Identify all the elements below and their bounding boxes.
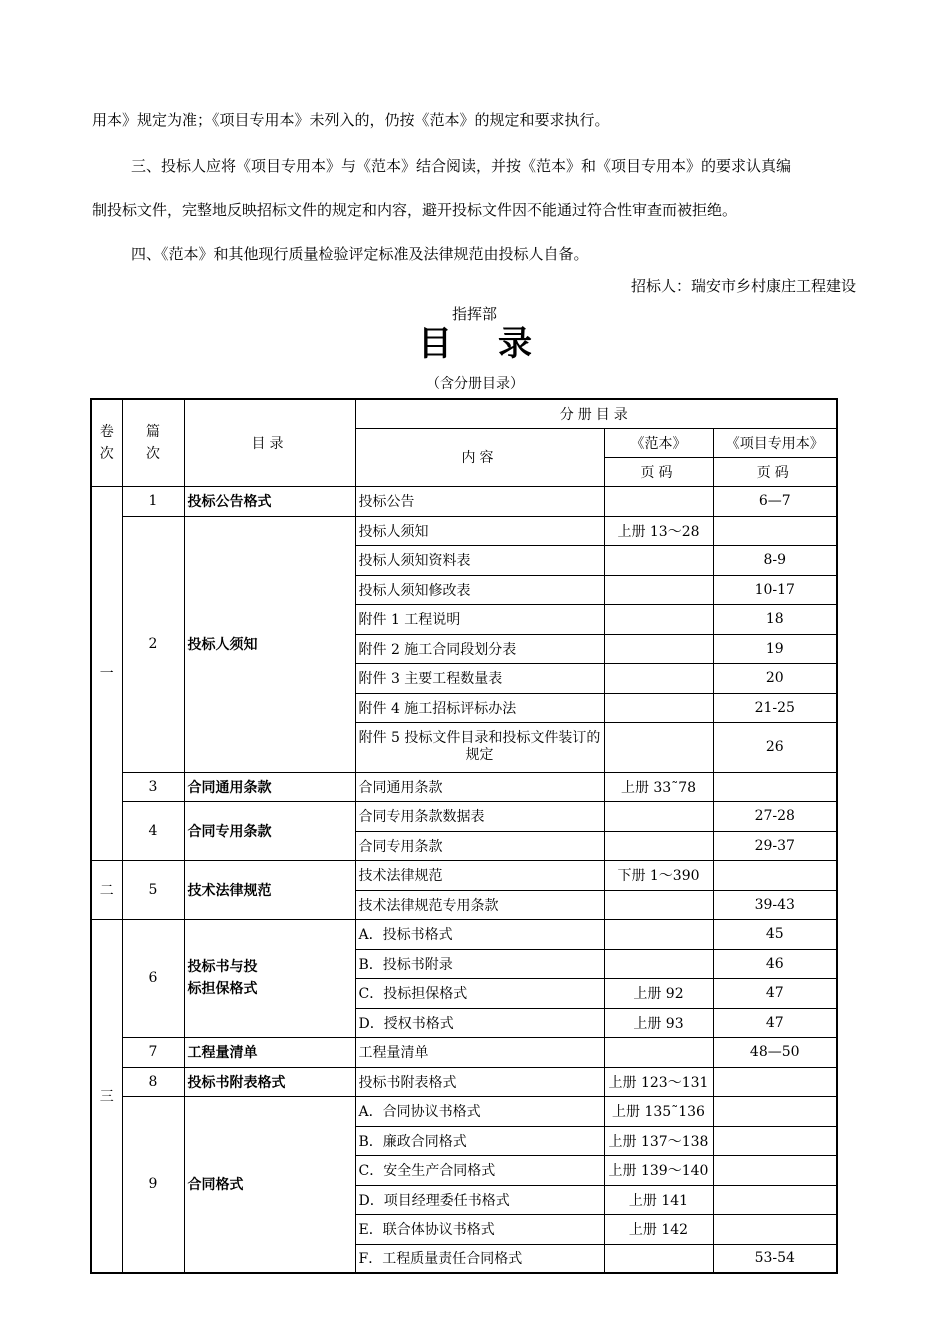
item-name: C．投标担保格式 xyxy=(355,978,604,1008)
fanben-page: 上册 93 xyxy=(604,1008,713,1037)
item-name: 附件 1 工程说明 xyxy=(355,604,604,634)
header-page: 页码 xyxy=(713,457,837,486)
chapter-title: 工程量清单 xyxy=(184,1037,355,1067)
item-name: 附件 4 施工招标评标办法 xyxy=(355,693,604,722)
signature-line: 招标人：瑞安市乡村康庄工程建设 xyxy=(630,277,856,295)
header-item: 内容 xyxy=(355,428,604,486)
chapter-title: 投标书与投标担保格式 xyxy=(184,919,355,1037)
chapter-number: 5 xyxy=(122,860,184,919)
fanben-page: 上册 135˜136 xyxy=(604,1096,713,1126)
signature-line-continued: 指挥部 xyxy=(452,305,498,323)
item-name: 技术法律规范专用条款 xyxy=(355,890,604,919)
chapter-title: 合同通用条款 xyxy=(184,772,355,801)
item-name: 工程量清单 xyxy=(355,1037,604,1067)
project-page: 21-25 xyxy=(713,693,837,722)
project-page xyxy=(713,1155,837,1185)
fanben-page xyxy=(604,831,713,860)
fanben-page: 上册 139～140 xyxy=(604,1155,713,1185)
contents-table xyxy=(90,398,838,1274)
item-name: 投标人须知修改表 xyxy=(355,575,604,604)
header-contents: 目录 xyxy=(184,399,355,486)
item-name: 合同专用条款数据表 xyxy=(355,801,604,831)
project-page: 48—50 xyxy=(713,1037,837,1067)
fanben-page: 上册 137～138 xyxy=(604,1126,713,1155)
project-page: 8-9 xyxy=(713,545,837,575)
fanben-page: 上册 13～28 xyxy=(604,516,713,545)
chapter-number: 3 xyxy=(122,772,184,801)
item-name: 投标公告 xyxy=(355,486,604,516)
project-page: 20 xyxy=(713,663,837,693)
fanben-page xyxy=(604,545,713,575)
header-fanben: 《范本》 xyxy=(604,428,713,457)
page-subtitle: （含分册目录） xyxy=(426,376,524,392)
chapter-number: 6 xyxy=(122,919,184,1037)
fanben-page xyxy=(604,575,713,604)
fanben-page: 上册 33˜78 xyxy=(604,772,713,801)
item-name: 技术法律规范 xyxy=(355,860,604,890)
chapter-number: 8 xyxy=(122,1067,184,1096)
fanben-page xyxy=(604,1244,713,1273)
project-page: 29-37 xyxy=(713,831,837,860)
project-page: 47 xyxy=(713,978,837,1008)
chapter-number: 2 xyxy=(122,516,184,772)
fanben-page xyxy=(604,919,713,949)
chapter-title: 合同格式 xyxy=(184,1096,355,1273)
chapter-number: 7 xyxy=(122,1037,184,1067)
item-name: E．联合体协议书格式 xyxy=(355,1214,604,1244)
item-name: D．授权书格式 xyxy=(355,1008,604,1037)
body-paragraph: 三、投标人应将《项目专用本》与《范本》结合阅读，并按《范本》和《项目专用本》的要求认真编 xyxy=(131,157,792,175)
fanben-page xyxy=(604,890,713,919)
volume-cell: 二 xyxy=(91,860,122,919)
header-sub-contents: 分册目录 xyxy=(355,399,837,428)
fanben-page: 上册 142 xyxy=(604,1214,713,1244)
project-page: 45 xyxy=(713,919,837,949)
project-page: 27-28 xyxy=(713,801,837,831)
body-paragraph: 用本》规定为准；《项目专用本》未列入的，仍按《范本》的规定和要求执行。 xyxy=(92,111,610,129)
item-name: A．合同协议书格式 xyxy=(355,1096,604,1126)
project-page xyxy=(713,860,837,890)
body-paragraph: 制投标文件，完整地反映招标文件的规定和内容，避开投标文件因不能通过符合性审查而被拒绝。 xyxy=(92,201,738,219)
project-page xyxy=(713,1126,837,1155)
header-volume: 卷次 xyxy=(91,399,122,486)
project-page: 10-17 xyxy=(713,575,837,604)
project-page: 18 xyxy=(713,604,837,634)
chapter-number: 4 xyxy=(122,801,184,860)
project-page: 46 xyxy=(713,949,837,978)
fanben-page: 上册 92 xyxy=(604,978,713,1008)
page-title: 目录 xyxy=(418,324,578,364)
fanben-page xyxy=(604,486,713,516)
item-name: 合同专用条款 xyxy=(355,831,604,860)
item-name: A．投标书格式 xyxy=(355,919,604,949)
item-name: F．工程质量责任合同格式 xyxy=(355,1244,604,1273)
fanben-page xyxy=(604,1037,713,1067)
item-name: 附件 2 施工合同段划分表 xyxy=(355,634,604,663)
item-name: 附件 5 投标文件目录和投标文件装订的规定 xyxy=(355,722,604,772)
volume-cell: 三 xyxy=(91,919,122,1273)
item-name: B．廉政合同格式 xyxy=(355,1126,604,1155)
fanben-page xyxy=(604,693,713,722)
chapter-title: 投标书附表格式 xyxy=(184,1067,355,1096)
item-name: D．项目经理委任书格式 xyxy=(355,1185,604,1214)
project-page xyxy=(713,1096,837,1126)
fanben-page xyxy=(604,634,713,663)
header-page: 页码 xyxy=(604,457,713,486)
project-page: 26 xyxy=(713,722,837,772)
fanben-page xyxy=(604,663,713,693)
chapter-title: 技术法律规范 xyxy=(184,860,355,919)
chapter-number: 1 xyxy=(122,486,184,516)
project-page: 47 xyxy=(713,1008,837,1037)
chapter-number: 9 xyxy=(122,1096,184,1273)
item-name: 投标书附表格式 xyxy=(355,1067,604,1096)
item-name: 合同通用条款 xyxy=(355,772,604,801)
project-page: 6—7 xyxy=(713,486,837,516)
chapter-title: 合同专用条款 xyxy=(184,801,355,860)
item-name: 投标人须知资料表 xyxy=(355,545,604,575)
project-page: 39-43 xyxy=(713,890,837,919)
volume-cell: 一 xyxy=(91,486,122,860)
fanben-page: 上册 141 xyxy=(604,1185,713,1214)
header-project: 《项目专用本》 xyxy=(713,428,837,457)
item-name: 投标人须知 xyxy=(355,516,604,545)
project-page: 53-54 xyxy=(713,1244,837,1273)
project-page xyxy=(713,1214,837,1244)
project-page xyxy=(713,1067,837,1096)
item-name: B．投标书附录 xyxy=(355,949,604,978)
body-paragraph: 四、《范本》和其他现行质量检验评定标准及法律规范由投标人自备。 xyxy=(131,245,589,263)
item-name: C．安全生产合同格式 xyxy=(355,1155,604,1185)
header-chapter: 篇次 xyxy=(122,399,184,486)
fanben-page xyxy=(604,801,713,831)
project-page xyxy=(713,516,837,545)
fanben-page: 上册 123～131 xyxy=(604,1067,713,1096)
fanben-page xyxy=(604,949,713,978)
project-page: 19 xyxy=(713,634,837,663)
project-page xyxy=(713,1185,837,1214)
chapter-title: 投标人须知 xyxy=(184,516,355,772)
fanben-page xyxy=(604,604,713,634)
project-page xyxy=(713,772,837,801)
item-name: 附件 3 主要工程数量表 xyxy=(355,663,604,693)
fanben-page: 下册 1～390 xyxy=(604,860,713,890)
chapter-title: 投标公告格式 xyxy=(184,486,355,516)
fanben-page xyxy=(604,722,713,772)
